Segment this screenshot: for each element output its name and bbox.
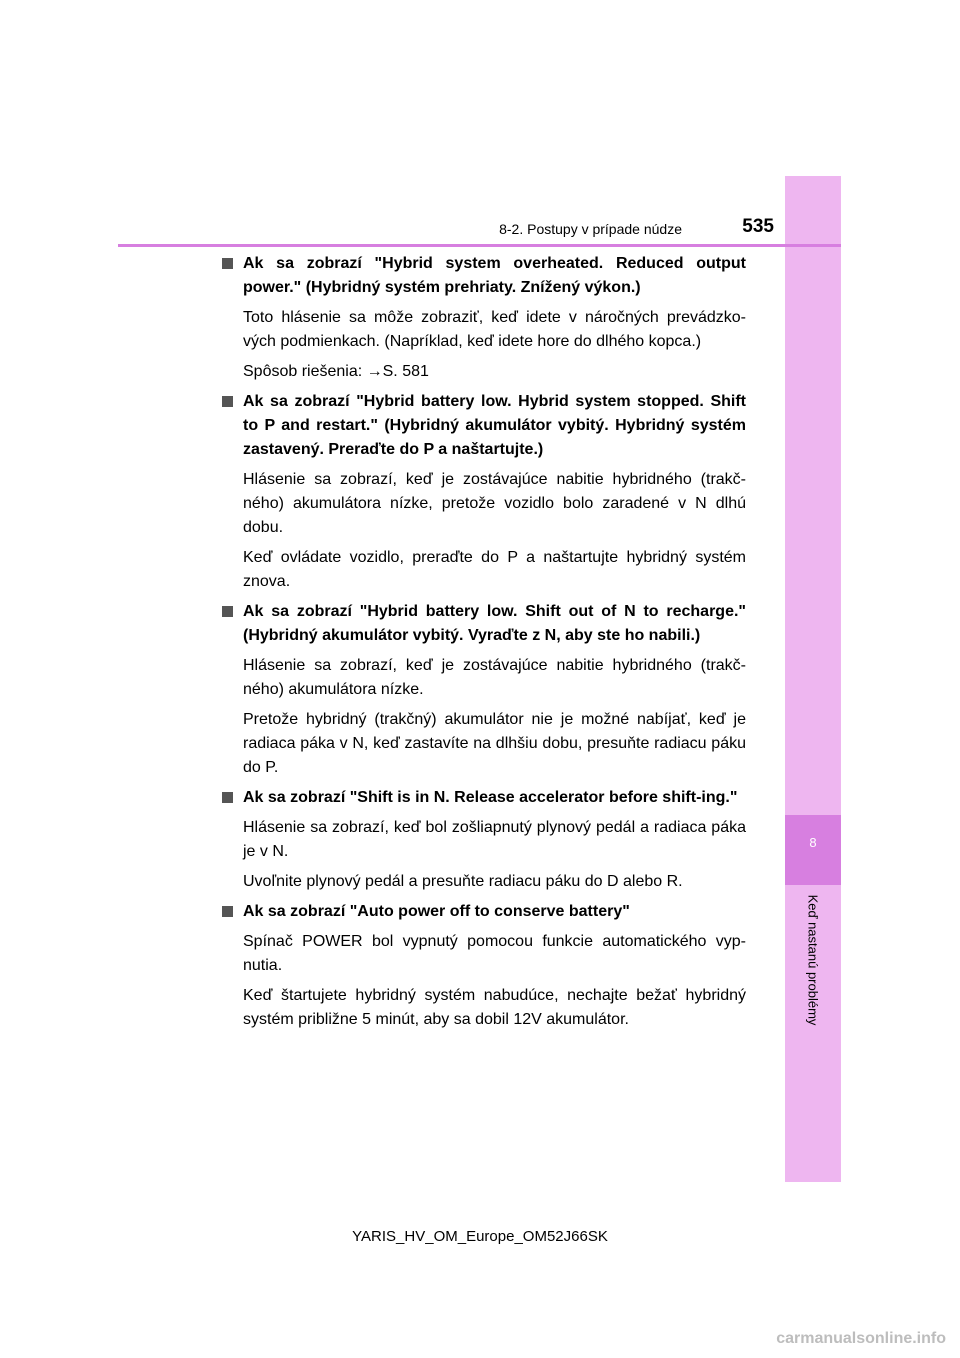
item-paragraph: Hlásenie sa zobrazí, keď je zostávajúce nabitie hybridného (trakč-ného) akumulátora nízke, pretože vozidlo bolo zaradené v N dlhú dobu. — [243, 471, 746, 536]
page-number: 535 — [742, 216, 774, 237]
item-heading — [222, 390, 746, 462]
item-heading-text: Ak sa zobrazí "Hybrid battery low. Hybrid system stopped. Shift to P and restart." (Hybridný akumulátor vybitý. Hybridný systém zastavený. Preraďte do P a naštartujte.) — [243, 393, 746, 458]
document-id-footer: YARIS_HV_OM_Europe_OM52J66SK — [352, 1228, 608, 1245]
item-paragraph: Pretože hybridný (trakčný) akumulátor nie je možné nabíjať, keď je radiaca páka v N, keď zastavíte na dlhšiu dobu, presuňte radiacu páku do P. — [243, 711, 746, 776]
list-item — [222, 900, 746, 1032]
item-heading-text: Ak sa zobrazí "Hybrid system overheated. Reduced output power." (Hybridný systém prehriaty. Znížený výkon.) — [243, 255, 746, 296]
list-item — [222, 600, 746, 780]
item-paragraph: Hlásenie sa zobrazí, keď je zostávajúce nabitie hybridného (trakč-ného) akumulátora nízke. — [243, 657, 746, 698]
item-heading — [222, 600, 746, 648]
item-heading — [222, 252, 746, 300]
item-heading — [222, 786, 746, 810]
item-paragraph: Spôsob riešenia: →S. 581 — [243, 363, 429, 380]
square-bullet-icon — [222, 906, 233, 917]
item-paragraph: Uvoľnite plynový pedál a presuňte radiacu páku do D alebo R. — [243, 873, 683, 890]
square-bullet-icon — [222, 792, 233, 803]
item-paragraph: Spínač POWER bol vypnutý pomocou funkcie automatického vyp-nutia. — [243, 933, 746, 974]
chapter-number: 8 — [809, 835, 817, 850]
chapter-side-tab-active — [785, 815, 841, 885]
list-item — [222, 786, 746, 894]
list-item — [222, 252, 746, 384]
watermark: carmanualsonline.info — [776, 1330, 946, 1347]
item-heading — [222, 900, 746, 924]
chapter-side-tab — [785, 176, 841, 1182]
item-heading-text: Ak sa zobrazí "Shift is in N. Release accelerator before shift-ing." — [243, 789, 738, 806]
square-bullet-icon — [222, 258, 233, 269]
item-paragraph: Keď štartujete hybridný systém nabudúce, nechajte bežať hybridný systém približne 5 minút, aby sa dobil 12V akumulátor. — [243, 987, 746, 1028]
section-title: 8-2. Postupy v prípade núdze — [499, 221, 682, 237]
square-bullet-icon — [222, 606, 233, 617]
item-heading-text: Ak sa zobrazí "Hybrid battery low. Shift out of N to recharge." (Hybridný akumulátor vybitý. Vyraďte z N, aby ste ho nabili.) — [243, 603, 746, 644]
chapter-title: Keď nastanú problémy — [805, 894, 821, 1026]
page-content — [222, 252, 746, 1038]
list-item — [222, 390, 746, 594]
square-bullet-icon — [222, 396, 233, 407]
item-paragraph: Keď ovládate vozidlo, preraďte do P a naštartujte hybridný systém znova. — [243, 549, 746, 590]
item-paragraph: Hlásenie sa zobrazí, keď bol zošliapnutý plynový pedál a radiaca páka je v N. — [243, 819, 746, 860]
item-paragraph: Toto hlásenie sa môže zobraziť, keď idete v náročných prevádzko-vých podmienkach. (Napríklad, keď idete hore do dlhého kopca.) — [243, 309, 746, 350]
header-divider — [118, 244, 841, 247]
item-heading-text: Ak sa zobrazí "Auto power off to conserve battery" — [243, 903, 630, 920]
